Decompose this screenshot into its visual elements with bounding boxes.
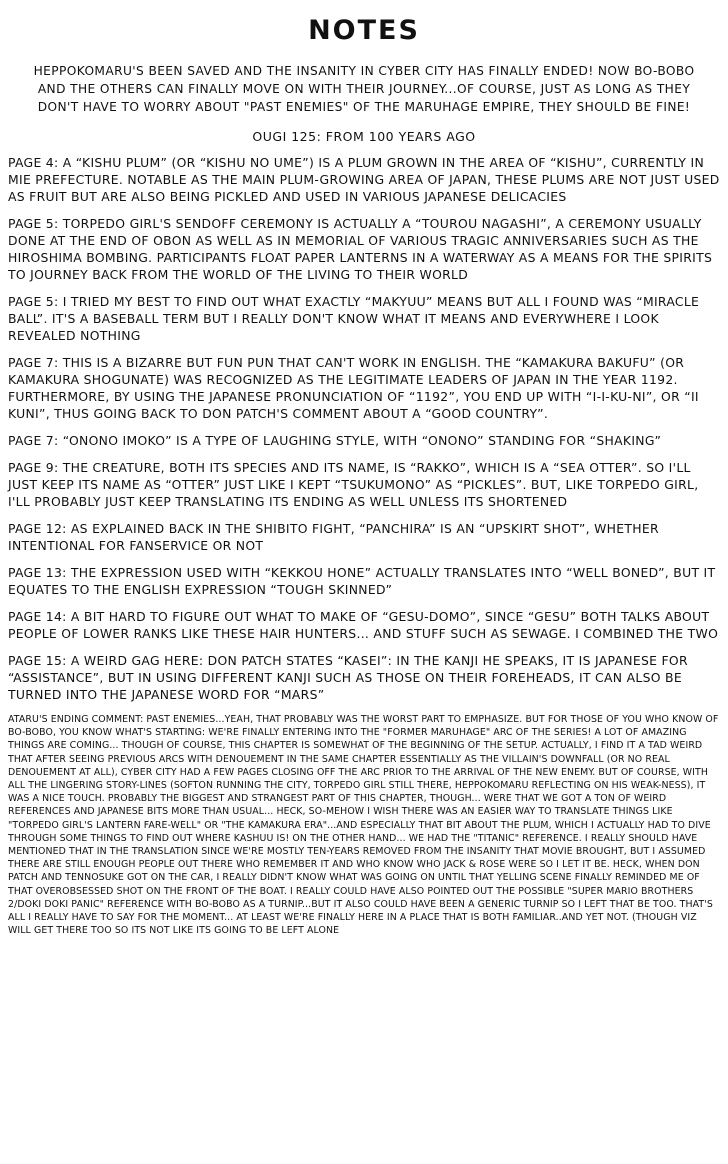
note-page-14: PAGE 14: A BIT HARD TO FIGURE OUT WHAT TO MAKE OF “GESU-DOMO”, SINCE “GESU” BOTH TALKS ABOUT PEOPLE OF LOWER RANKS LIKE THESE HAIR HUNTERS... AND STUFF SUCH AS SEWAGE. I COMBINED THE TWO (8, 609, 719, 641)
chapter-heading: OUGI 125: FROM 100 YEARS AGO (252, 129, 476, 144)
note-page-9: PAGE 9: THE CREATURE, BOTH ITS SPECIES AND ITS NAME, IS “RAKKO”, WHICH IS A “SEA OTTER”. SO I'LL JUST KEEP ITS NAME AS “OTTER” JUST LIKE I KEPT “TSUKUMONO” AS “PICKLES”. BUT, LIKE TORPEDO GIRL, I'LL PROBABLY JUST KEEP TRANSLATING ITS ENDING AS WELL UNLESS ITS SHORTENED (8, 460, 699, 509)
note-page-15: PAGE 15: A WEIRD GAG HERE: DON PATCH STATES “KASEI”: IN THE KANJI HE SPEAKS, IT IS JAPANESE FOR “ASSISTANCE”, BUT IN USING DIFFERENT KANJI SUCH AS THOSE ON THEIR FOREHEADS, IT CAN ALSO BE TURNED INTO THE JAPANESE WORD FOR “MARS” (8, 653, 688, 702)
ending-comment: ATARU'S ENDING COMMENT: PAST ENEMIES...YEAH, THAT PROBABLY WAS THE WORST PART TO EMPHASIZE. BUT FOR THOSE OF YOU WHO KNOW OF BO-BOBO, YOU KNOW WHAT'S STARTING: WE'RE FINALLY ENTERING INTO THE "FORMER MARUHAGE" ARC OF THE SERIES! A LOT OF AMAZING THINGS ARE COMING... THOUGH OF COURSE, THIS CHAPTER IS SOMEWHAT OF THE BEGINNING OF THE SETUP. ACTUALLY, I FIND IT A TAD WEIRD THAT AFTER SEEING PREVIOUS ARCS WITH DENOUEMENT IN THE SAME CHAPTER ESSENTIALLY AS THE VILLAIN'S DOWNFALL (OR NO REAL DENOUEMENT AT ALL), CYBER CITY HAD A FEW PAGES CLOSING OFF THE ARC PRIOR TO THE ARRIVAL OF THE NEW ENEMY. BUT OF COURSE, WITH ALL THE LINGERING STORY-LINES (SOFTON RUNNING THE CITY, TORPEDO GIRL STILL THERE, HEPPOKOMARU REFLECTING ON HIS WEAK-NESS), IT WAS A NICE TOUCH. PROBABLY THE BIGGEST AND STRANGEST PART OF THIS CHAPTER, THOUGH... WERE THAT WE GOT A TON OF WEIRD REFERENCES AND JAPANESE BITS MORE THAN USUAL... HECK, SO-MEHOW I WISH THERE WAS AN EASIER WAY TO TRANSLATE THINGS LIKE "TORPEDO GIRL'S LANTERN FARE-WELL" OR "THE KAMAKURA ERA"...AND ESPECIALLY THAT BIT ABOUT THE PLUM, WHICH I ACTUALLY HAD TO DIVE THROUGH SOME THINGS TO FIND OUT WHERE KASHUU IS! ON THE OTHER HAND... WE HAD THE "TITANIC" REFERENCE. I REALLY SHOULD HAVE MENTIONED THAT IN THE TRANSLATION SINCE WE'RE MOSTLY TEN-YEARS REMOVED FROM THE INSANITY THAT MOVIE BROUGHT, BUT I ASSUMED THERE ARE STILL ENOUGH PEOPLE OUT THERE WHO REMEMBER IT AND WHO KNOW WHO JACK & ROSE WERE SO I LET IT BE. HECK, WHEN DON PATCH AND TENNOSUKE GOT ON THE CAR, I REALLY DIDN'T KNOW WHAT WAS GOING ON UNTIL THAT YELLING SCENE FINALLY REMINDED ME OF THAT OVEROBSESSED SHOT ON THE FRONT OF THE BOAT. I REALLY COULD HAVE ALSO POINTED OUT THE POSSIBLE "SUPER MARIO BROTHERS 2/DOKI DOKI PANIC" REFERENCE WITH BO-BOBO AS A TURNIP...BUT IT ALSO COULD HAVE BEEN A GENERIC TURNIP SO I LEFT THAT BE TOO. THAT'S ALL I REALLY HAVE TO SAY FOR THE MOMENT... AT LEAST WE'RE FINALLY HERE IN A PLACE THAT IS BOTH FAMILIAR..AND YET NOT. (THOUGH VIZ WILL GET THERE TOO SO ITS NOT LIKE ITS GOING TO BE LEFT ALONE (8, 714, 719, 937)
page-title: NOTES (308, 15, 420, 46)
intro-paragraph: HEPPOKOMARU'S BEEN SAVED AND THE INSANITY IN CYBER CITY HAS FINALLY ENDED! NOW BO-BOBO AND THE OTHERS CAN FINALLY MOVE ON WITH THEIR JOURNEY...OF COURSE, JUST AS LONG AS THEY DON'T HAVE TO WORRY ABOUT "PAST ENEMIES" OF THE MARUHAGE EMPIRE, THEY SHOULD BE FINE! (33, 64, 695, 114)
note-page-13: PAGE 13: THE EXPRESSION USED WITH “KEKKOU HONE” ACTUALLY TRANSLATES INTO “WELL BONED”, BUT IT EQUATES TO THE ENGLISH EXPRESSION “TOUGH SKINNED” (8, 565, 716, 597)
note-page-5-makyuu: PAGE 5: I TRIED MY BEST TO FIND OUT WHAT EXACTLY “MAKYUU” MEANS BUT ALL I FOUND WAS “MIRACLE BALL”. IT'S A BASEBALL TERM BUT I REALLY DON'T KNOW WHAT IT MEANS AND EVERYWHERE I LOOK REVEALED NOTHING (8, 294, 700, 343)
note-page-7-onono: PAGE 7: “ONONO IMOKO” IS A TYPE OF LAUGHING STYLE, WITH “ONONO” STANDING FOR “SHAKING” (8, 433, 662, 448)
note-page-7-kamakura: PAGE 7: THIS IS A BIZARRE BUT FUN PUN THAT CAN'T WORK IN ENGLISH. THE “KAMAKURA BAKUFU” (OR KAMAKURA SHOGUNATE) WAS RECOGNIZED AS THE LEGITIMATE LEADERS OF JAPAN IN THE YEAR 1192. FURTHERMORE, BY USING THE JAPANESE PRONUNCIATION OF “1192”, YOU END UP WITH “I-I-KU-NI”, OR “II KUNI”, THUS GOING BACK TO DON PATCH'S COMMENT ABOUT A “GOOD COUNTRY”. (8, 355, 699, 421)
note-page-4: PAGE 4: A “KISHU PLUM” (OR “KISHU NO UME”) IS A PLUM GROWN IN THE AREA OF “KISHU”, CURRENTLY IN MIE PREFECTURE. NOTABLE AS THE MAIN PLUM-GROWING AREA OF JAPAN, THESE PLUMS ARE NOT JUST USED AS FRUIT BUT ARE ALSO BEING PICKLED AND USED IN VARIOUS JAPANESE DELICACIES (8, 155, 720, 204)
note-page-12: PAGE 12: AS EXPLAINED BACK IN THE SHIBITO FIGHT, “PANCHIRA” IS AN “UPSKIRT SHOT”, WHETHER INTENTIONAL FOR FANSERVICE OR NOT (8, 521, 659, 553)
note-page-5-lanterns: PAGE 5: TORPEDO GIRL'S SENDOFF CEREMONY IS ACTUALLY A “TOUROU NAGASHI”, A CEREMONY USUALLY DONE AT THE END OF OBON AS WELL AS IN MEMORIAL OF VARIOUS TRAGIC ANNIVERSARIES SUCH AS THE HIROSHIMA BOMBING. PARTICIPANTS FLOAT PAPER LANTERNS IN A WATERWAY AS A MEANS FOR THE SPIRITS TO JOURNEY BACK FROM THE WORLD OF THE LIVING TO THEIR WORLD (8, 216, 713, 282)
